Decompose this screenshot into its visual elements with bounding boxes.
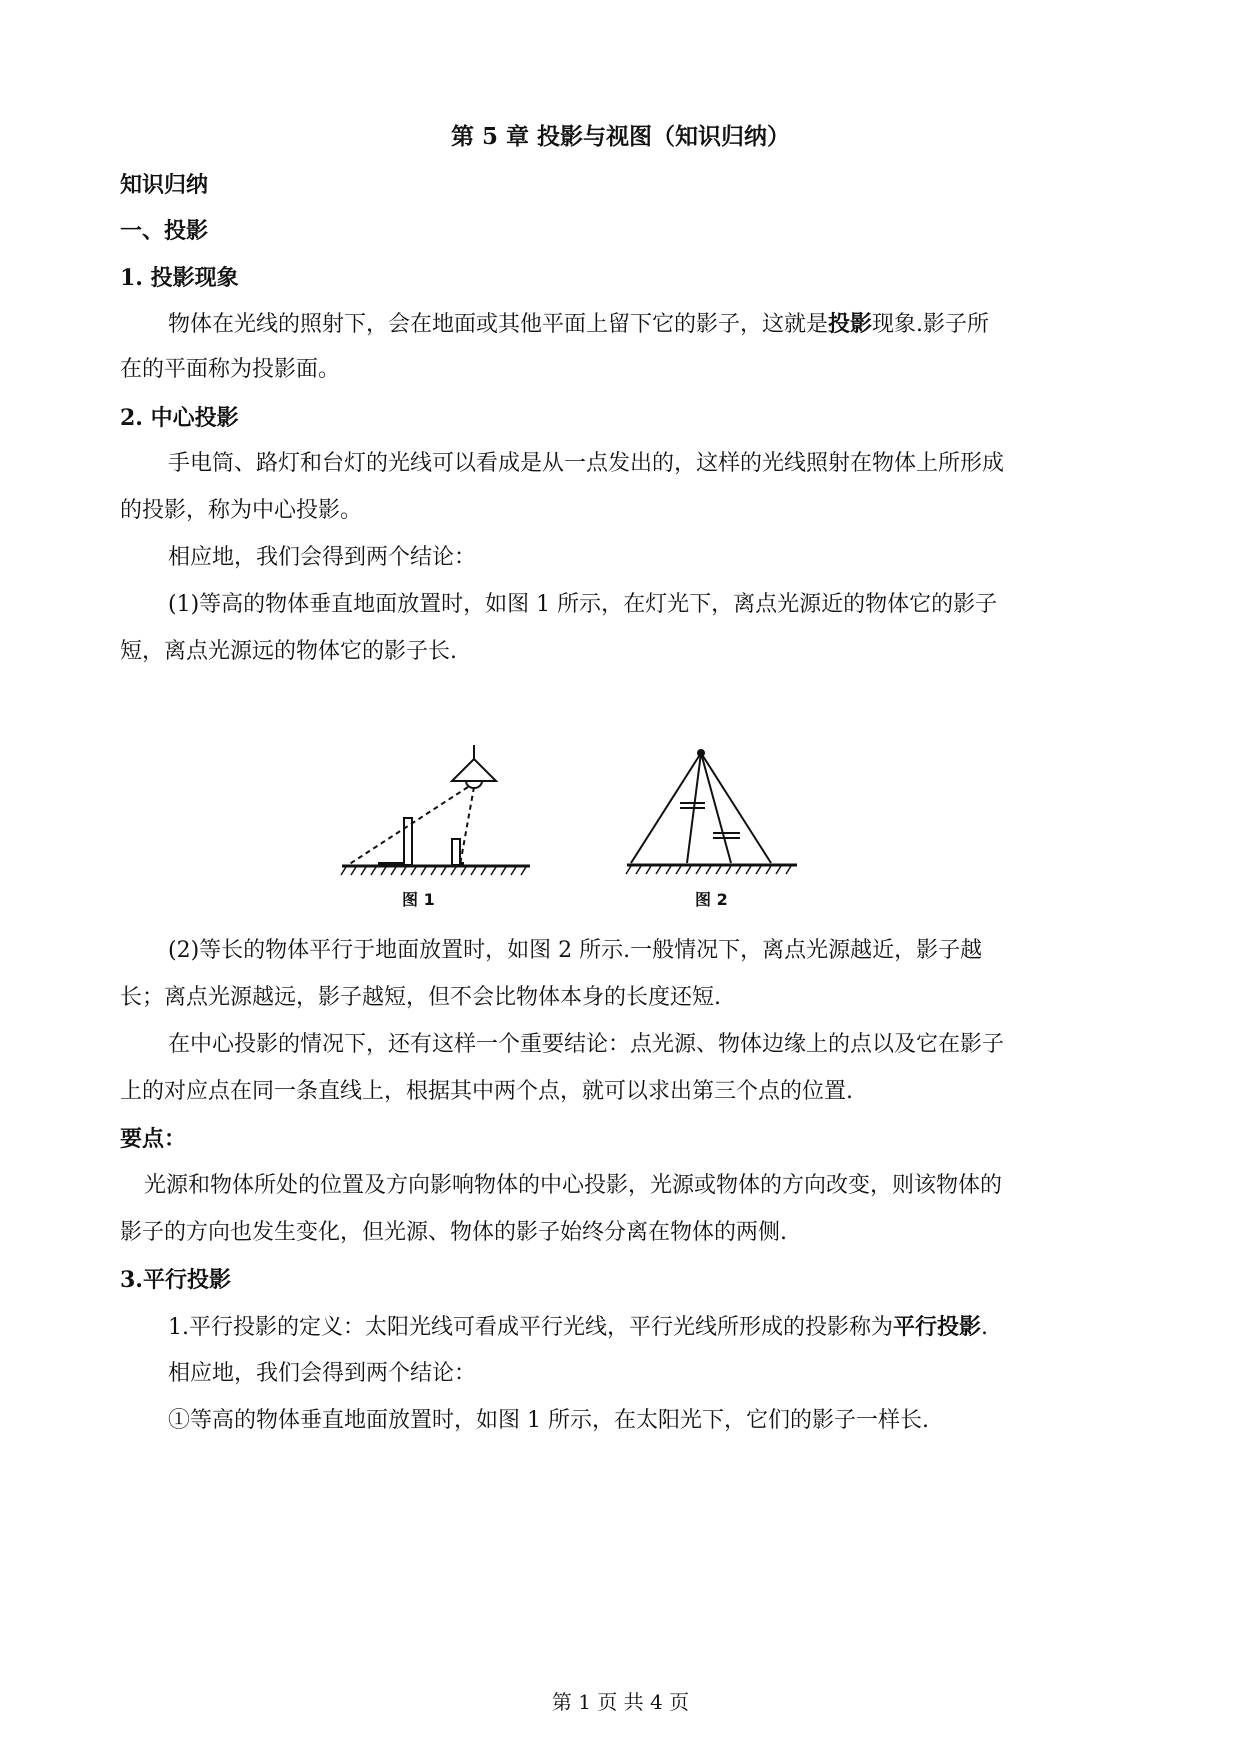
ground-hatch — [626, 866, 791, 874]
sub2-paragraph-line1: 手电筒、路灯和台灯的光线可以看成是从一点发出的，这样的光线照射在物体上所形成 — [168, 451, 1005, 476]
sub2-important-line2: 上的对应点在同一条直线上，根据其中两个点，就可以求出第三个点的位置. — [120, 1079, 853, 1104]
sub2-important-line1: 在中心投影的情况下，还有这样一个重要结论：点光源、物体边缘上的点以及它在影子 — [168, 1032, 1005, 1057]
part1-heading: 一、投影 — [120, 218, 209, 244]
page-footer: 第 1 页 共 4 页 — [551, 1690, 690, 1714]
keypoint-line2: 影子的方向也发生变化，但光源、物体的影子始终分离在物体的两侧. — [120, 1220, 787, 1245]
sub2-heading: 2. 中心投影 — [120, 405, 239, 431]
figure-2-caption: 图 2 — [695, 890, 728, 909]
section-heading: 知识归纳 — [120, 172, 209, 198]
sub3-bold-term: 平行投影 — [893, 1314, 982, 1340]
pole-far — [452, 839, 460, 865]
sub1-text-b: 现象.影子所 — [872, 312, 990, 337]
sub3-heading: 3.平行投影 — [120, 1267, 231, 1293]
ray-right-inner — [701, 753, 731, 863]
figure-1-lamp-diagram — [340, 745, 535, 915]
ground-hatch — [341, 867, 526, 875]
sub3-conclusion-intro: 相应地，我们会得到两个结论： — [168, 1361, 477, 1386]
sub2-conclusion-intro: 相应地，我们会得到两个结论： — [168, 545, 477, 570]
sub2-conclusion1-line1: (1)等高的物体垂直地面放置时，如图 1 所示，在灯光下，离点光源近的物体它的影子 — [168, 592, 998, 617]
light-ray-1 — [348, 787, 468, 865]
sub1-bold-term: 投影 — [828, 311, 873, 337]
sub3-conclusion1: ①等高的物体垂直地面放置时，如图 1 所示，在太阳光下，它们的影子一样长. — [168, 1408, 929, 1433]
sub2-conclusion1-line2: 短，离点光源远的物体它的影子长. — [120, 639, 457, 664]
sub1-heading: 1. 投影现象 — [120, 265, 239, 291]
sub2-paragraph-line2: 的投影，称为中心投影。 — [120, 498, 363, 523]
keypoint-heading: 要点： — [120, 1126, 187, 1152]
sub2-conclusion2-line2: 长；离点光源越远，影子越短，但不会比物体本身的长度还短. — [120, 985, 721, 1010]
lamp-bulb — [466, 781, 482, 788]
figure-1-caption: 图 1 — [402, 890, 435, 909]
light-ray-2 — [460, 787, 474, 865]
sub1-text-a: 物体在光线的照射下，会在地面或其他平面上留下它的影子，这就是 — [168, 312, 829, 337]
lamp-shade — [452, 759, 496, 781]
pole-near — [404, 818, 412, 865]
sub3-def-text-b: . — [981, 1315, 989, 1340]
ray-right-outer — [701, 753, 771, 863]
sub2-conclusion2-line1: (2)等长的物体平行于地面放置时，如图 2 所示.一般情况下，离点光源越近，影子越 — [168, 938, 983, 963]
figure-2-parallel-diagram — [625, 745, 800, 915]
sub1-paragraph-line2: 在的平面称为投影面。 — [120, 357, 341, 382]
keypoint-line1: 光源和物体所处的位置及方向影响物体的中心投影，光源或物体的方向改变，则该物体的 — [144, 1173, 1003, 1198]
sub1-paragraph-line1 — [168, 309, 989, 340]
page-title: 第 5 章 投影与视图（知识归纳） — [450, 123, 791, 150]
sub3-def-text-a: 1.平行投影的定义：太阳光线可看成平行光线，平行光线所形成的投影称为 — [168, 1315, 893, 1340]
sub3-definition — [168, 1312, 988, 1343]
